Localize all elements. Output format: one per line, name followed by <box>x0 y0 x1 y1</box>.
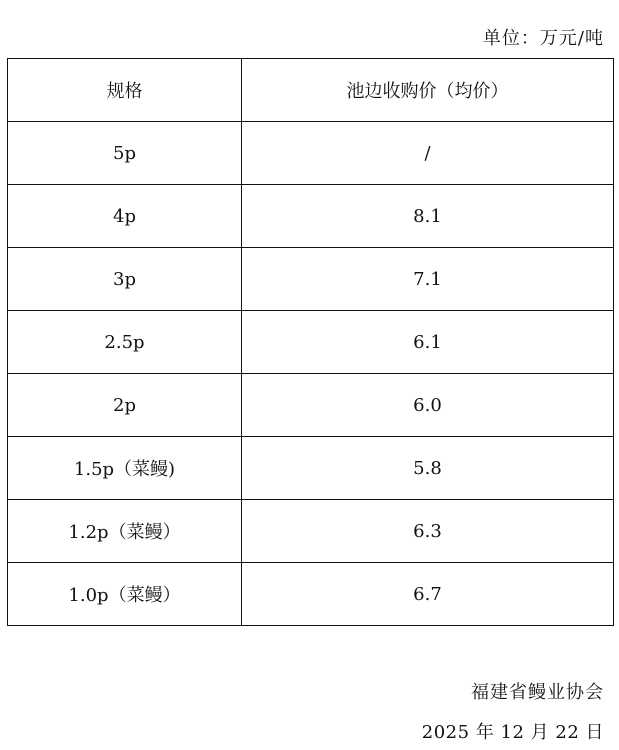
table-row <box>8 311 614 374</box>
cell-spec: 2p <box>8 374 242 437</box>
cell-spec: 4p <box>8 185 242 248</box>
table-row <box>8 374 614 437</box>
cell-price: 5.8 <box>242 437 614 500</box>
table-row <box>8 437 614 500</box>
unit-label: 单位：万元/吨 <box>482 28 604 49</box>
cell-spec: 1.2p（菜鳗） <box>8 500 242 563</box>
table-header-row <box>8 59 614 122</box>
price-table <box>7 58 614 626</box>
organization-name: 福建省鳗业协会 <box>471 682 604 703</box>
table-row <box>8 563 614 626</box>
cell-price: 6.3 <box>242 500 614 563</box>
cell-spec: 1.5p（菜鳗) <box>8 437 242 500</box>
cell-price: 6.0 <box>242 374 614 437</box>
cell-price: 6.1 <box>242 311 614 374</box>
header-price: 池边收购价（均价） <box>242 59 614 122</box>
table-row <box>8 500 614 563</box>
cell-price: 6.7 <box>242 563 614 626</box>
cell-price: 7.1 <box>242 248 614 311</box>
cell-spec: 1.0p（菜鳗） <box>8 563 242 626</box>
issue-date: 2025 年 12 月 22 日 <box>421 722 604 743</box>
table-row <box>8 122 614 185</box>
table-row <box>8 248 614 311</box>
table-row <box>8 185 614 248</box>
cell-price: / <box>242 122 614 185</box>
cell-spec: 2.5p <box>8 311 242 374</box>
cell-spec: 3p <box>8 248 242 311</box>
cell-price: 8.1 <box>242 185 614 248</box>
header-spec: 规格 <box>8 59 242 122</box>
cell-spec: 5p <box>8 122 242 185</box>
